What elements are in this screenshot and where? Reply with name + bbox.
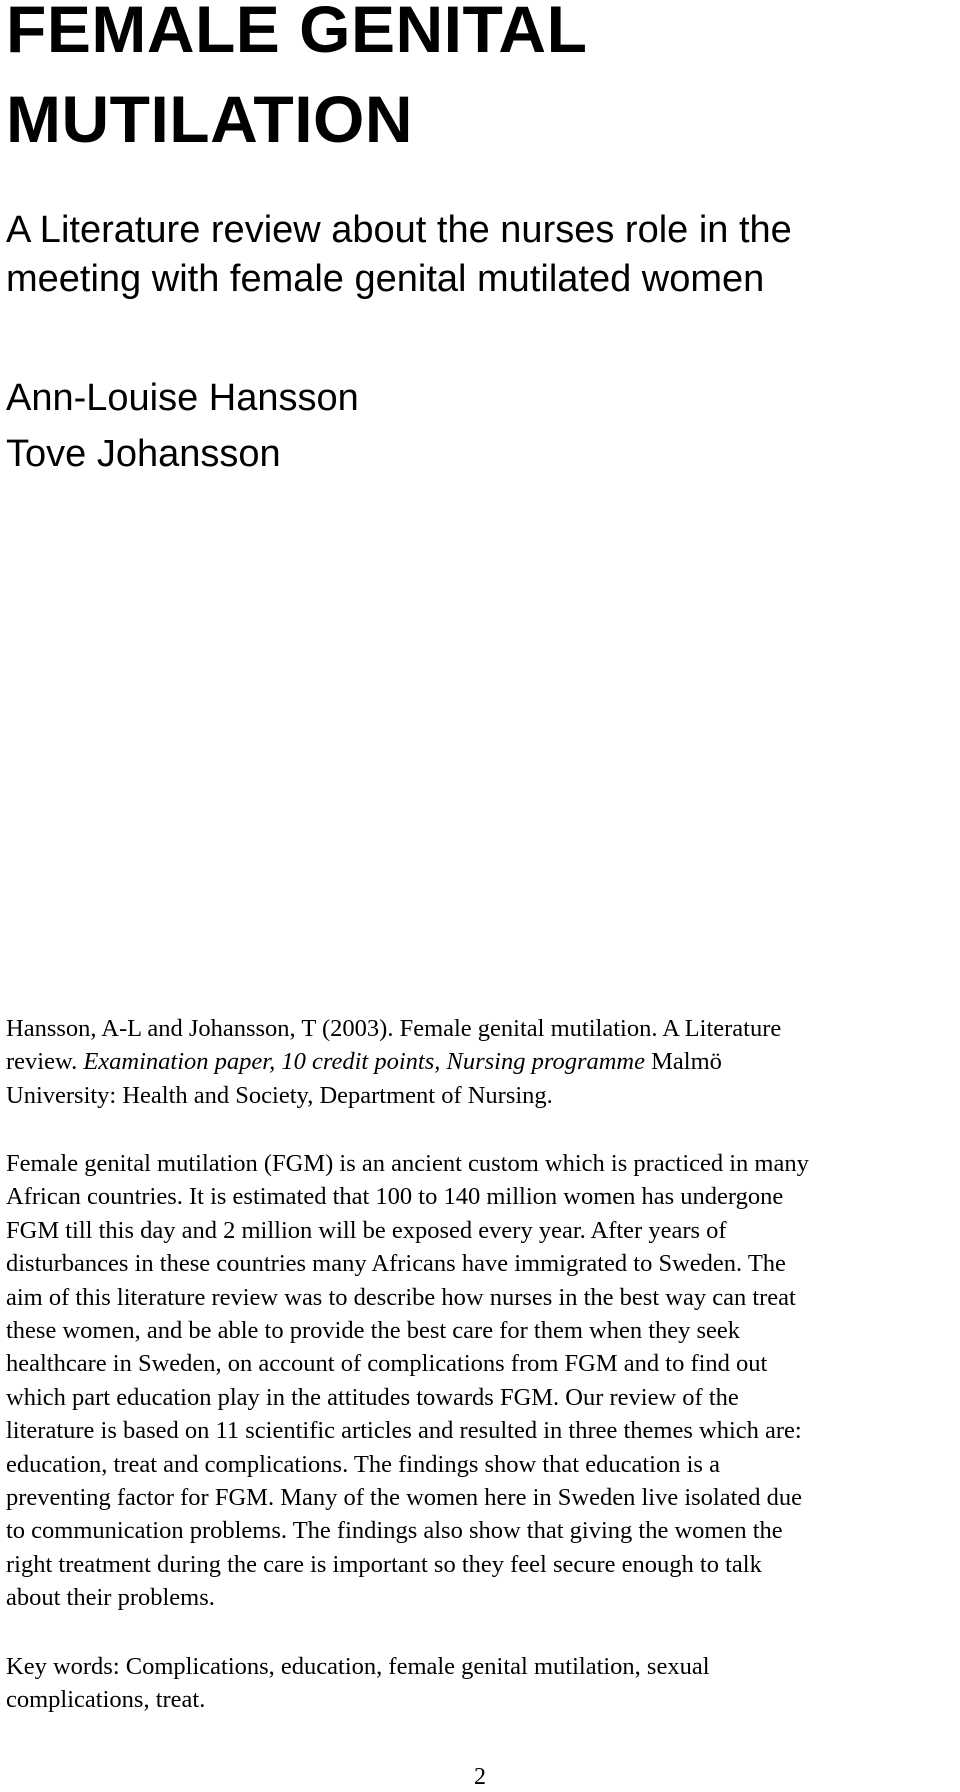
abstract-line: these women, and be able to provide the best care for them when they seek [6, 1317, 741, 1345]
keywords-line: complications, treat. [6, 1686, 206, 1714]
keywords-line: Key words: Complications, education, female genital mutilation, sexual [6, 1653, 710, 1680]
author-name: Ann-Louise Hansson [6, 377, 359, 419]
abstract-line: healthcare in Sweden, on account of complications from FGM and to find out [6, 1350, 768, 1378]
author-list [6, 370, 359, 482]
citation-line: University: Health and Society, Department of Nursing. [6, 1081, 553, 1109]
subtitle-line: meeting with female genital mutilated women [6, 258, 765, 300]
citation-text: Malmö [645, 1048, 722, 1076]
abstract-line: disturbances in these countries many Africans have immigrated to Sweden. The [6, 1250, 786, 1278]
abstract-line: education, treat and complications. The findings show that education is a [6, 1450, 720, 1478]
abstract-line: African countries. It is estimated that 100 to 140 million women has undergone [6, 1183, 784, 1211]
document-subtitle [6, 206, 946, 304]
abstract-line: which part education play in the attitudes towards FGM. Our review of the [6, 1383, 739, 1411]
abstract-paragraph [6, 1147, 956, 1615]
document-title [6, 0, 906, 164]
citation-italic-text: Examination paper, 10 credit points, Nursing programme [83, 1048, 645, 1076]
author-name: Tove Johansson [6, 433, 281, 475]
abstract-line: Female genital mutilation (FGM) is an ancient custom which is practiced in many [6, 1150, 809, 1177]
citation-text: review. [6, 1048, 84, 1076]
abstract-line: FGM till this day and 2 million will be exposed every year. After years of [6, 1216, 727, 1244]
abstract-line: aim of this literature review was to describe how nurses in the best way can treat [6, 1283, 796, 1311]
citation-line [6, 1045, 956, 1078]
abstract-line: literature is based on 11 scientific articles and resulted in three themes which are: [6, 1417, 802, 1445]
abstract-line: about their problems. [6, 1584, 215, 1612]
citation-line: Hansson, A-L and Johansson, T (2003). Female genital mutilation. A Literature [6, 1015, 782, 1042]
citation-paragraph [6, 1012, 956, 1112]
abstract-line: right treatment during the care is important so they feel secure enough to talk [6, 1550, 762, 1578]
keywords-paragraph [6, 1650, 956, 1717]
page-number: 2 [474, 1764, 486, 1790]
abstract-line: preventing factor for FGM. Many of the women here in Sweden live isolated due [6, 1484, 803, 1512]
subtitle-line: A Literature review about the nurses role in the [6, 209, 792, 251]
title-line: FEMALE GENITAL [6, 0, 588, 66]
title-line: MUTILATION [6, 82, 414, 156]
abstract-line: to communication problems. The findings also show that giving the women the [6, 1517, 783, 1545]
